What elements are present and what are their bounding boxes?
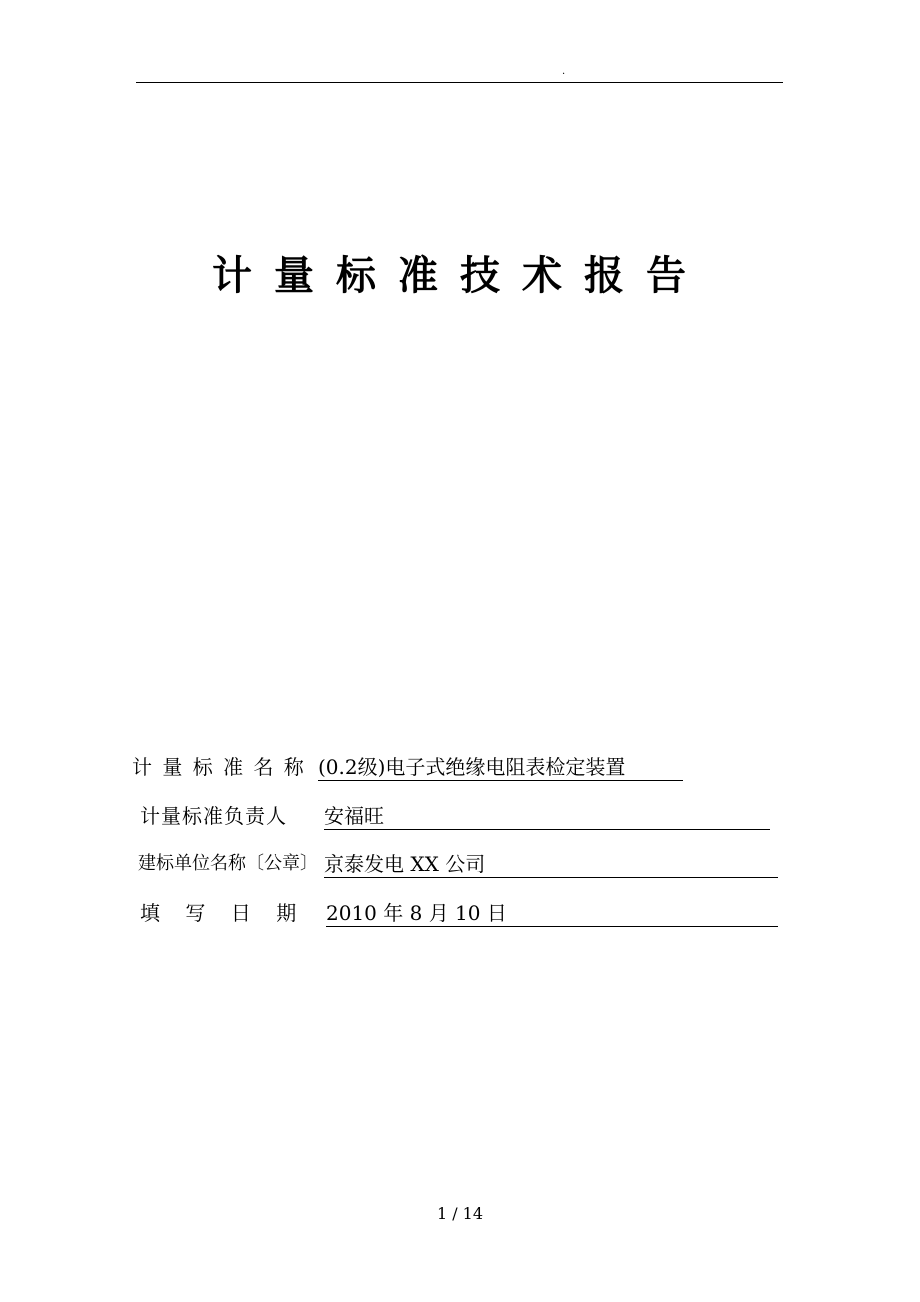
field-label: 填 写 日 期 [140,901,297,925]
page-number: 1 / 14 [436,1204,484,1223]
field-fill-date [140,898,780,928]
field-responsible-person [140,801,780,831]
field-unit-name [138,849,780,879]
field-value-standard-name: (0.2级)电子式绝缘电阻表检定装置 [318,752,683,781]
field-label: 计 量 标 准 名 称 [132,755,306,779]
header-mark: . [562,66,566,77]
field-value-fill-date: 2010 年 8 月 10 日 [326,898,778,927]
field-value-unit-name: 京泰发电 XX 公司 [324,849,778,878]
header-rule [136,82,783,83]
field-standard-name [132,752,692,782]
field-label: 计量标准负责人 [140,804,287,828]
field-value-responsible-person: 安福旺 [324,801,770,830]
field-label: 建标单位名称〔公章〕 [138,853,318,874]
document-title: 计量标准技术报告 [212,253,708,299]
